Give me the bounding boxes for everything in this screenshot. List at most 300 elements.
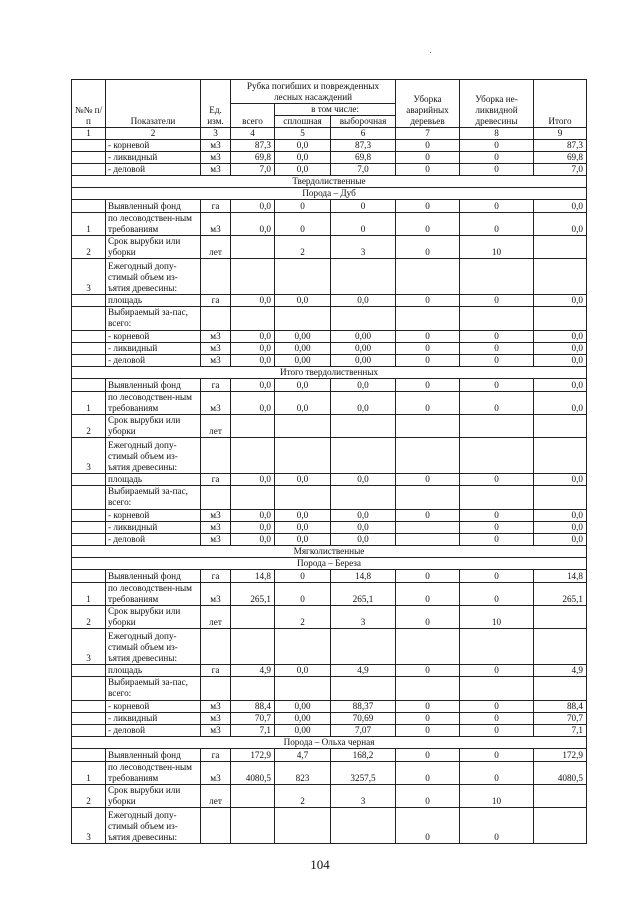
nonliquid-cleanup: 0 — [460, 213, 534, 236]
indicator: - ликвидный — [106, 713, 201, 725]
table-row — [72, 665, 587, 677]
row-number — [72, 522, 106, 534]
indicator: Выявленный фонд — [106, 749, 201, 762]
row-number — [72, 307, 106, 331]
selective-cut: 3257,5 — [331, 762, 396, 785]
row-total — [534, 259, 587, 295]
selective-cut: 14,8 — [331, 570, 396, 583]
selective-cut: 0,0 — [331, 392, 396, 415]
selective-cut: 168,2 — [331, 749, 396, 762]
indicator: по лесоводствен-ным требованиям — [106, 392, 201, 415]
indicator: - ликвидный — [106, 152, 201, 164]
table-row — [72, 331, 587, 343]
unit: м3 — [201, 510, 231, 522]
row-total: 0,0 — [534, 510, 587, 522]
total: 88,4 — [231, 701, 275, 713]
table-row — [72, 259, 587, 295]
row-total — [534, 236, 587, 259]
total — [231, 629, 275, 665]
selective-cut — [331, 307, 396, 331]
nonliquid-cleanup: 0 — [460, 522, 534, 534]
selective-cut: 4,9 — [331, 665, 396, 677]
row-number — [72, 295, 106, 307]
solid-cut: 0,00 — [275, 713, 331, 725]
total — [231, 307, 275, 331]
solid-cut: 0,0 — [275, 665, 331, 677]
indicator: Выбираемый за-пас, всего: — [106, 486, 201, 510]
total: 0,0 — [231, 295, 275, 307]
section-row — [72, 176, 587, 188]
row-total: 0,0 — [534, 534, 587, 546]
unit: м3 — [201, 725, 231, 737]
nonliquid-cleanup: 0 — [460, 164, 534, 176]
unit — [201, 677, 231, 701]
row-number: 1 — [72, 392, 106, 415]
solid-cut: 2 — [275, 606, 331, 629]
nonliquid-cleanup: 10 — [460, 785, 534, 808]
emergency-cleanup: 0 — [396, 355, 460, 367]
emergency-cleanup — [396, 307, 460, 331]
unit: га — [201, 200, 231, 213]
indicator: Выявленный фонд — [106, 379, 201, 392]
selective-cut: 88,37 — [331, 701, 396, 713]
selective-cut — [331, 259, 396, 295]
selective-cut: 0,00 — [331, 343, 396, 355]
total: 0,0 — [231, 392, 275, 415]
page-number: 104 — [310, 857, 330, 872]
row-total: 0,0 — [534, 392, 587, 415]
col-num: 4 — [231, 128, 275, 140]
table-row — [72, 213, 587, 236]
header-indicator: Показатели — [106, 80, 201, 128]
section-title: Порода – Дуб — [72, 188, 587, 200]
nonliquid-cleanup: 0 — [460, 392, 534, 415]
header-nonliquid: Уборка не-ликвидной древесины — [460, 80, 534, 128]
table-row — [72, 749, 587, 762]
emergency-cleanup: 0 — [396, 295, 460, 307]
row-total: 14,8 — [534, 570, 587, 583]
table-row — [72, 534, 587, 546]
table-row — [72, 236, 587, 259]
row-number — [72, 379, 106, 392]
solid-cut: 4,7 — [275, 749, 331, 762]
nonliquid-cleanup: 0 — [460, 725, 534, 737]
indicator: - ликвидный — [106, 343, 201, 355]
total: 70,7 — [231, 713, 275, 725]
unit: м3 — [201, 140, 231, 152]
solid-cut: 0,00 — [275, 701, 331, 713]
unit: м3 — [201, 762, 231, 785]
row-number — [72, 355, 106, 367]
row-number: 2 — [72, 415, 106, 438]
total — [231, 236, 275, 259]
row-total: 69,8 — [534, 152, 587, 164]
total: 0,0 — [231, 510, 275, 522]
nonliquid-cleanup: 0 — [460, 808, 534, 844]
indicator: - деловой — [106, 725, 201, 737]
indicator: - деловой — [106, 164, 201, 176]
row-total: 0,0 — [534, 200, 587, 213]
total — [231, 259, 275, 295]
indicator: Срок вырубки или уборки — [106, 415, 201, 438]
total — [231, 415, 275, 438]
nonliquid-cleanup: 0 — [460, 510, 534, 522]
unit: лет — [201, 415, 231, 438]
row-number: 1 — [72, 213, 106, 236]
table-row — [72, 438, 587, 474]
unit: м3 — [201, 534, 231, 546]
total — [231, 438, 275, 474]
unit: га — [201, 379, 231, 392]
nonliquid-cleanup: 0 — [460, 379, 534, 392]
total: 0,0 — [231, 200, 275, 213]
col-num: 6 — [331, 128, 396, 140]
row-total — [534, 438, 587, 474]
emergency-cleanup — [396, 259, 460, 295]
selective-cut: 0,0 — [331, 474, 396, 486]
indicator: Выявленный фонд — [106, 200, 201, 213]
selective-cut: 7,07 — [331, 725, 396, 737]
col-num: 7 — [396, 128, 460, 140]
total: 7,1 — [231, 725, 275, 737]
unit: лет — [201, 606, 231, 629]
table-row — [72, 725, 587, 737]
solid-cut — [275, 677, 331, 701]
solid-cut — [275, 438, 331, 474]
selective-cut: 0,0 — [331, 510, 396, 522]
col-num: 8 — [460, 128, 534, 140]
solid-cut: 0,00 — [275, 725, 331, 737]
table-row — [72, 606, 587, 629]
section-title: Итого твердолиственных — [72, 367, 587, 379]
solid-cut — [275, 307, 331, 331]
selective-cut: 0 — [331, 200, 396, 213]
total: 4,9 — [231, 665, 275, 677]
row-total: 7,0 — [534, 164, 587, 176]
header-itogo: Итого — [534, 80, 587, 128]
row-number: 3 — [72, 629, 106, 665]
table-row — [72, 415, 587, 438]
indicator: - деловой — [106, 534, 201, 546]
emergency-cleanup: 0 — [396, 725, 460, 737]
solid-cut: 0,0 — [275, 510, 331, 522]
indicator: по лесоводствен-ным требованиям — [106, 213, 201, 236]
row-number: 3 — [72, 438, 106, 474]
indicator: Ежегодный допу-стимый объем из-ъятия древесины: — [106, 629, 201, 665]
solid-cut: 0 — [275, 200, 331, 213]
emergency-cleanup: 0 — [396, 510, 460, 522]
unit: м3 — [201, 343, 231, 355]
row-total: 265,1 — [534, 583, 587, 606]
col-num: 5 — [275, 128, 331, 140]
emergency-cleanup: 0 — [396, 213, 460, 236]
unit: м3 — [201, 713, 231, 725]
row-total: 0,0 — [534, 343, 587, 355]
indicator: Срок вырубки или уборки — [106, 606, 201, 629]
total: 87,3 — [231, 140, 275, 152]
indicator: - корневой — [106, 701, 201, 713]
header-incl: в том числе: — [275, 104, 396, 116]
emergency-cleanup: 0 — [396, 379, 460, 392]
row-total: 0,0 — [534, 355, 587, 367]
indicator: площадь — [106, 665, 201, 677]
indicator: площадь — [106, 474, 201, 486]
unit — [201, 438, 231, 474]
table-row — [72, 486, 587, 510]
total: 172,9 — [231, 749, 275, 762]
indicator: - корневой — [106, 140, 201, 152]
nonliquid-cleanup: 0 — [460, 331, 534, 343]
unit: га — [201, 474, 231, 486]
nonliquid-cleanup — [460, 677, 534, 701]
solid-cut: 823 — [275, 762, 331, 785]
selective-cut: 265,1 — [331, 583, 396, 606]
selective-cut: 3 — [331, 236, 396, 259]
nonliquid-cleanup: 10 — [460, 236, 534, 259]
selective-cut — [331, 808, 396, 844]
emergency-cleanup — [396, 534, 460, 546]
indicator: Ежегодный допу-стимый объем из-ъятия древесины: — [106, 438, 201, 474]
row-total: 0,0 — [534, 331, 587, 343]
emergency-cleanup — [396, 486, 460, 510]
header-group: Рубка погибших и поврежденных лесных насаждений — [231, 80, 396, 104]
emergency-cleanup — [396, 677, 460, 701]
row-number: 2 — [72, 236, 106, 259]
col-num: 3 — [201, 128, 231, 140]
table-row — [72, 307, 587, 331]
row-total: 87,3 — [534, 140, 587, 152]
table-row — [72, 713, 587, 725]
total: 0,0 — [231, 213, 275, 236]
row-number — [72, 677, 106, 701]
solid-cut: 0,00 — [275, 343, 331, 355]
table-row — [72, 570, 587, 583]
selective-cut: 0,0 — [331, 295, 396, 307]
indicator: по лесоводствен-ным требованиям — [106, 583, 201, 606]
table-row — [72, 474, 587, 486]
nonliquid-cleanup: 0 — [460, 343, 534, 355]
total: 0,0 — [231, 534, 275, 546]
selective-cut: 69,8 — [331, 152, 396, 164]
row-number — [72, 725, 106, 737]
emergency-cleanup: 0 — [396, 152, 460, 164]
row-number: 3 — [72, 808, 106, 844]
nonliquid-cleanup: 0 — [460, 583, 534, 606]
emergency-cleanup — [396, 415, 460, 438]
unit: га — [201, 665, 231, 677]
total: 265,1 — [231, 583, 275, 606]
nonliquid-cleanup: 0 — [460, 570, 534, 583]
selective-cut: 0,0 — [331, 534, 396, 546]
section-title: Твердолиственные — [72, 176, 587, 188]
section-row — [72, 546, 587, 558]
row-number: 3 — [72, 259, 106, 295]
section-title: Мягколиственные — [72, 546, 587, 558]
nonliquid-cleanup: 0 — [460, 713, 534, 725]
nonliquid-cleanup: 0 — [460, 762, 534, 785]
solid-cut: 2 — [275, 236, 331, 259]
solid-cut: 0 — [275, 213, 331, 236]
row-total: 0,0 — [534, 474, 587, 486]
row-number — [72, 701, 106, 713]
section-row — [72, 188, 587, 200]
solid-cut: 0,00 — [275, 355, 331, 367]
header-selective: выборочная — [331, 116, 396, 128]
total: 0,0 — [231, 343, 275, 355]
col-num: 9 — [534, 128, 587, 140]
row-total: 4,9 — [534, 665, 587, 677]
solid-cut: 0,0 — [275, 295, 331, 307]
emergency-cleanup: 0 — [396, 665, 460, 677]
indicator: площадь — [106, 295, 201, 307]
col-num: 1 — [72, 128, 106, 140]
row-total — [534, 486, 587, 510]
emergency-cleanup — [396, 522, 460, 534]
row-number: 2 — [72, 606, 106, 629]
nonliquid-cleanup — [460, 307, 534, 331]
emergency-cleanup: 0 — [396, 200, 460, 213]
total: 0,0 — [231, 522, 275, 534]
row-total — [534, 307, 587, 331]
table-row — [72, 140, 587, 152]
selective-cut: 3 — [331, 785, 396, 808]
emergency-cleanup: 0 — [396, 762, 460, 785]
row-number — [72, 152, 106, 164]
header-solid: сплошная — [275, 116, 331, 128]
unit: м3 — [201, 164, 231, 176]
solid-cut: 0,0 — [275, 392, 331, 415]
row-number: 1 — [72, 762, 106, 785]
nonliquid-cleanup: 0 — [460, 665, 534, 677]
table-row — [72, 785, 587, 808]
unit — [201, 486, 231, 510]
unit — [201, 808, 231, 844]
row-total: 70,7 — [534, 713, 587, 725]
solid-cut: 0 — [275, 570, 331, 583]
table-row — [72, 629, 587, 665]
forest-table — [71, 79, 587, 844]
unit: лет — [201, 236, 231, 259]
selective-cut: 0,0 — [331, 522, 396, 534]
row-total: 0,0 — [534, 213, 587, 236]
selective-cut — [331, 629, 396, 665]
col-num: 2 — [106, 128, 201, 140]
table-row — [72, 295, 587, 307]
unit: га — [201, 570, 231, 583]
indicator: Срок вырубки или уборки — [106, 236, 201, 259]
row-number — [72, 331, 106, 343]
emergency-cleanup: 0 — [396, 343, 460, 355]
nonliquid-cleanup: 0 — [460, 355, 534, 367]
nonliquid-cleanup — [460, 259, 534, 295]
solid-cut — [275, 629, 331, 665]
header-emergency: Уборка аварийных деревьев — [396, 80, 460, 128]
row-total: 0,0 — [534, 522, 587, 534]
nonliquid-cleanup: 0 — [460, 474, 534, 486]
solid-cut — [275, 415, 331, 438]
total — [231, 486, 275, 510]
table-row — [72, 392, 587, 415]
total — [231, 606, 275, 629]
row-total — [534, 785, 587, 808]
nonliquid-cleanup: 0 — [460, 152, 534, 164]
selective-cut — [331, 677, 396, 701]
row-total — [534, 677, 587, 701]
total: 69,8 — [231, 152, 275, 164]
solid-cut: 0,0 — [275, 522, 331, 534]
table-row — [72, 701, 587, 713]
table-row — [72, 510, 587, 522]
row-number: 2 — [72, 785, 106, 808]
nonliquid-cleanup: 0 — [460, 140, 534, 152]
row-total: 88,4 — [534, 701, 587, 713]
table-row — [72, 522, 587, 534]
header-row-1 — [72, 80, 587, 104]
row-number — [72, 486, 106, 510]
unit: м3 — [201, 355, 231, 367]
total: 0,0 — [231, 379, 275, 392]
indicator: Ежегодный допу-стимый объем из-ъятия древесины: — [106, 808, 201, 844]
solid-cut — [275, 259, 331, 295]
column-numbers-row — [72, 128, 587, 140]
nonliquid-cleanup: 10 — [460, 606, 534, 629]
unit: га — [201, 295, 231, 307]
row-number — [72, 343, 106, 355]
table-row — [72, 762, 587, 785]
solid-cut: 0,0 — [275, 474, 331, 486]
emergency-cleanup: 0 — [396, 140, 460, 152]
section-title: Порода – Ольха черная — [72, 737, 587, 749]
emergency-cleanup: 0 — [396, 164, 460, 176]
selective-cut: 0,00 — [331, 331, 396, 343]
selective-cut: 0 — [331, 213, 396, 236]
unit: м3 — [201, 331, 231, 343]
table-row — [72, 583, 587, 606]
emergency-cleanup: 0 — [396, 701, 460, 713]
total: 0,0 — [231, 355, 275, 367]
emergency-cleanup: 0 — [396, 713, 460, 725]
section-row — [72, 558, 587, 570]
unit: м3 — [201, 583, 231, 606]
selective-cut: 7,0 — [331, 164, 396, 176]
solid-cut: 0,0 — [275, 379, 331, 392]
row-total: 0,0 — [534, 295, 587, 307]
section-title: Порода – Береза — [72, 558, 587, 570]
row-number — [72, 713, 106, 725]
indicator: Срок вырубки или уборки — [106, 785, 201, 808]
section-row — [72, 737, 587, 749]
row-total: 0,0 — [534, 379, 587, 392]
total: 0,0 — [231, 331, 275, 343]
table-row — [72, 379, 587, 392]
total — [231, 808, 275, 844]
table-row — [72, 152, 587, 164]
indicator: - корневой — [106, 331, 201, 343]
indicator: - деловой — [106, 355, 201, 367]
indicator: Выявленный фонд — [106, 570, 201, 583]
nonliquid-cleanup — [460, 438, 534, 474]
row-total: 172,9 — [534, 749, 587, 762]
row-number — [72, 164, 106, 176]
total: 14,8 — [231, 570, 275, 583]
section-row — [72, 367, 587, 379]
emergency-cleanup: 0 — [396, 808, 460, 844]
emergency-cleanup: 0 — [396, 474, 460, 486]
nonliquid-cleanup: 0 — [460, 295, 534, 307]
emergency-cleanup — [396, 438, 460, 474]
row-number — [72, 665, 106, 677]
row-number — [72, 534, 106, 546]
